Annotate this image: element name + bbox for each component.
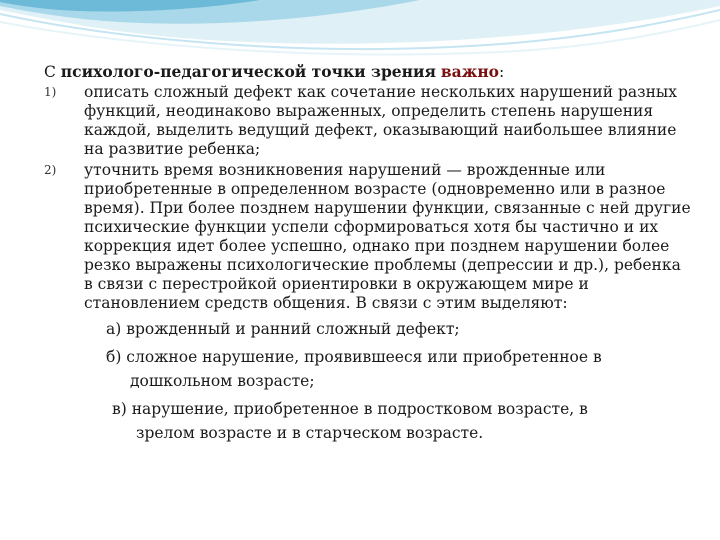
list-text: уточнить время возникновения нарушений — врожденные или приобретенные в определенном возрасте (одновременно или в разное время). При более позднем нарушении функции, связанные с ней другие психические функции успели сформироваться хотя бы частично и их коррекция идет более успешно, однако при позднем нарушении более резко выражены психологические проблемы (депрессии и др.), ребенка в связи с перестройкой ориентировки в окружающем мире и становлением средств общения. В связи с этим выделяют: <box>84 161 691 312</box>
list-number: 1) <box>44 85 57 99</box>
list-item-1 <box>44 83 694 159</box>
subitem-b-line2: дошкольном возрасте; <box>130 372 315 390</box>
intro-colon: : <box>499 63 505 81</box>
intro-bold-phrase: психолого-педагогической точки зрения <box>60 62 436 81</box>
list-text-block <box>84 161 694 449</box>
header-wave-decoration <box>0 0 720 60</box>
subitem-c-line1: в) нарушение, приобретенное в подростковом возрасте, в <box>112 400 588 418</box>
subitem-a: а) врожденный и ранний сложный дефект; <box>106 320 460 338</box>
slide-body <box>44 62 694 451</box>
list-text: описать сложный дефект как сочетание нескольких нарушений разных функций, неодинаково выраженных, определить степень нарушения каждой, выделить ведущий дефект, оказывающий наибольшее влияние на развитие ребенка; <box>84 83 677 158</box>
subitem-b <box>84 345 694 393</box>
intro-accent-word: важно <box>440 62 500 81</box>
intro-line <box>44 62 694 82</box>
subitem-c-line2: зрелом возрасте и в старческом возрасте. <box>136 424 484 442</box>
subitem-c <box>84 397 694 445</box>
intro-prefix: С <box>44 63 61 81</box>
sublist <box>84 317 694 445</box>
list-item-2 <box>44 161 694 449</box>
subitem-b-line1: б) сложное нарушение, проявившееся или приобретенное в <box>106 348 602 366</box>
list-number: 2) <box>44 163 57 177</box>
